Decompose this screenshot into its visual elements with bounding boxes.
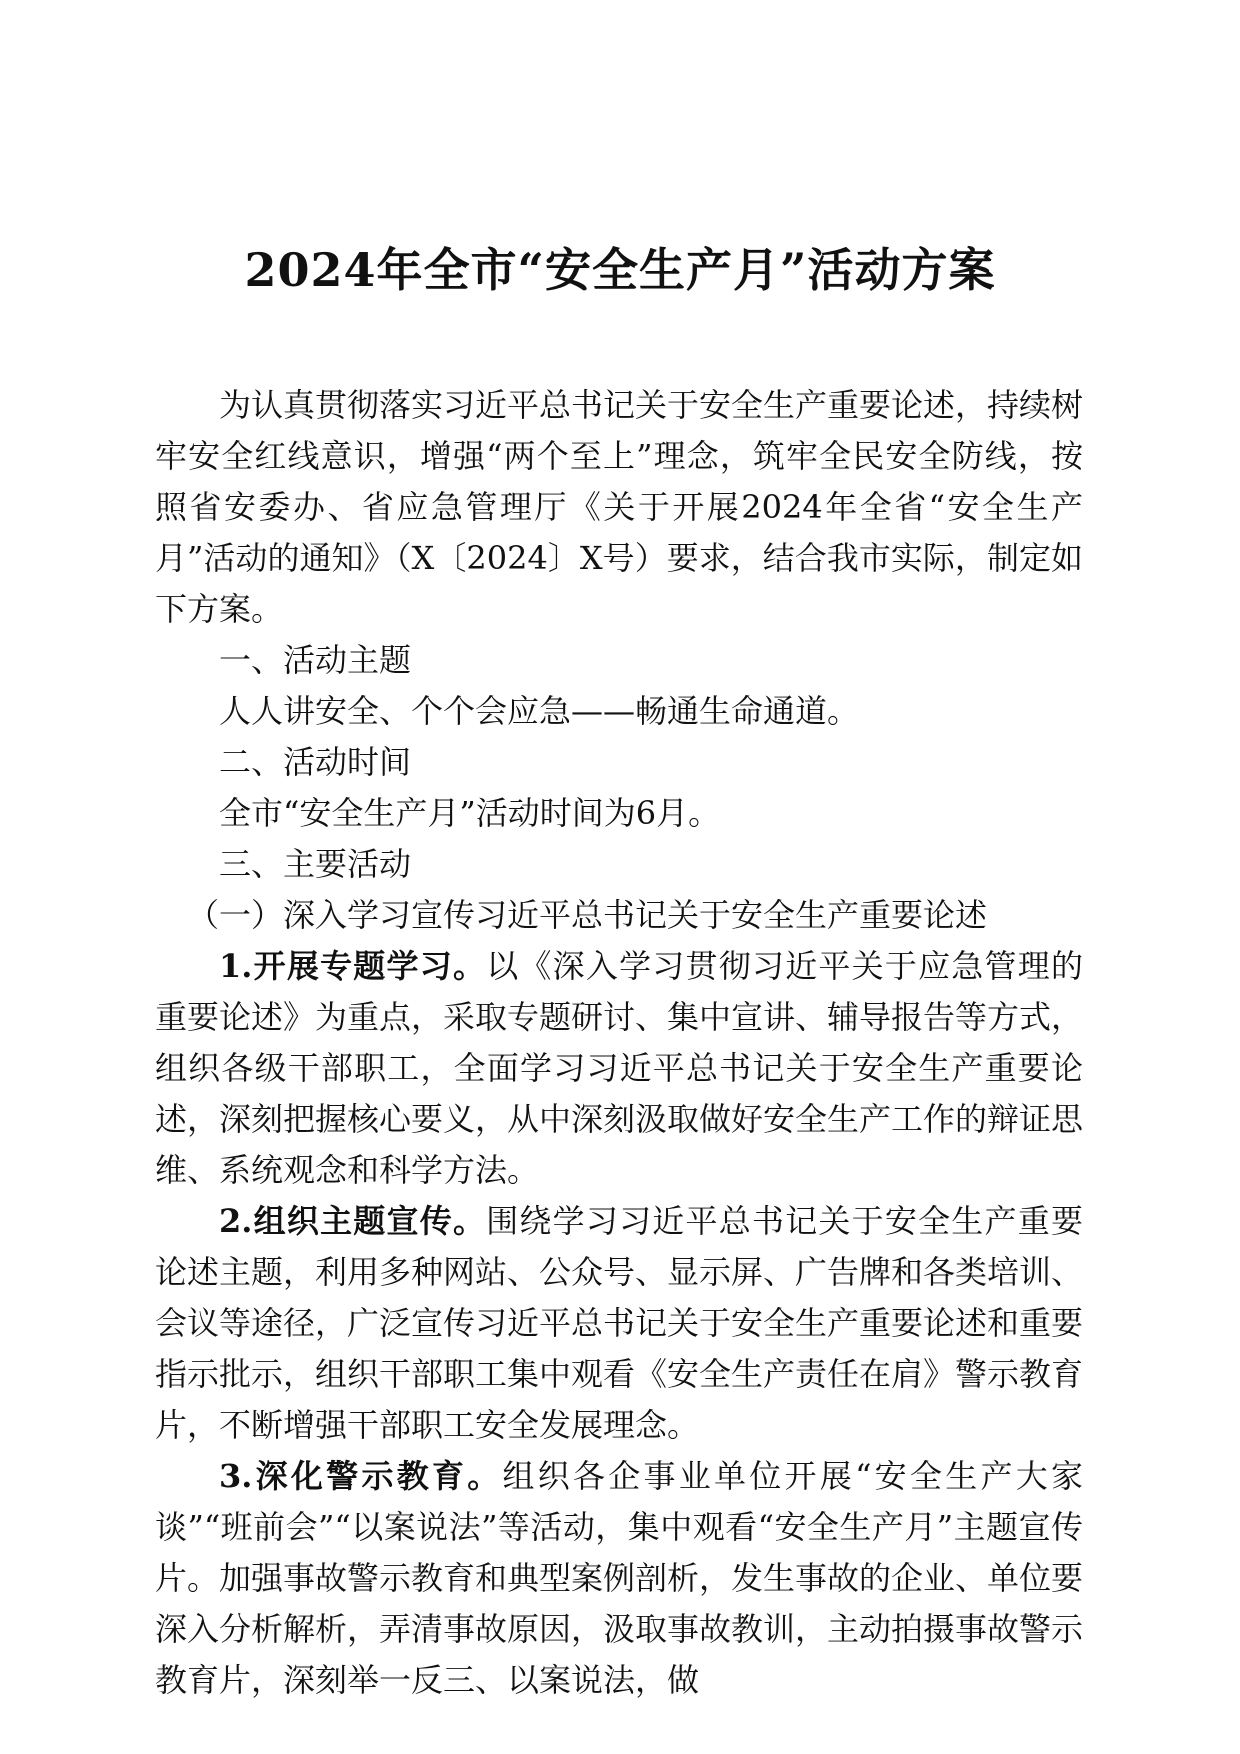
item-paragraph: [155, 1451, 1083, 1706]
intro-paragraph: 为认真贯彻落实习近平总书记关于安全生产重要论述，持续树牢安全红线意识，增强“两个至上”理念，筑牢全民安全防线，按照省安委办、省应急管理厅《关于开展2024年全省“安全生产月”活动的通知》（X〔2024〕X号）要求，结合我市实际，制定如下方案。: [155, 386, 1084, 628]
section-heading-theme: 一、活动主题: [219, 641, 412, 679]
item-text: 围绕学习习近平总书记关于安全生产重要论述主题，利用多种网站、公众号、显示屏、广告牌和各类培训、会议等途径，广泛宣传习近平总书记关于安全生产重要论述和重要指示批示，组织干部职工集中观看《安全生产责任在肩》警示教育片，不断增强干部职工安全发展理念。: [155, 1202, 1084, 1444]
time-paragraph: 全市“安全生产月”活动时间为6月。: [219, 794, 721, 832]
item-paragraph: [155, 1196, 1083, 1451]
item-text: 组织各企事业单位开展“安全生产大家谈”“班前会”“以案说法”等活动，集中观看“安全生产月”主题宣传片。加强事故警示教育和典型案例剖析，发生事故的企业、单位要深入分析解析，弄清事故原因，汲取事故教训，主动拍摄事故警示教育片，深刻举一反三、以案说法，做: [155, 1457, 1084, 1699]
sub-heading-study: （一）深入学习宣传习近平总书记关于安全生产重要论述: [187, 896, 988, 934]
document-body: [155, 380, 1083, 1706]
document-title: 2024年全市“安全生产月”活动方案: [244, 243, 996, 297]
item-lead: 2.组织主题宣传。: [219, 1202, 487, 1240]
item-paragraph: [155, 941, 1083, 1196]
item-lead: 3.深化警示教育。: [219, 1457, 503, 1495]
section-heading-time: 二、活动时间: [219, 743, 412, 781]
section-heading-activities: 三、主要活动: [219, 845, 412, 883]
item-text: 以《深入学习贯彻习近平关于应急管理的重要论述》为重点，采取专题研讨、集中宣讲、辅导报告等方式，组织各级干部职工，全面学习习近平总书记关于安全生产重要论述，深刻把握核心要义，从中深刻汲取做好安全生产工作的辩证思维、系统观念和科学方法。: [155, 947, 1084, 1189]
item-lead: 1.开展专题学习。: [219, 947, 487, 985]
theme-paragraph: 人人讲安全、个个会应急——畅通生命通道。: [219, 692, 860, 730]
